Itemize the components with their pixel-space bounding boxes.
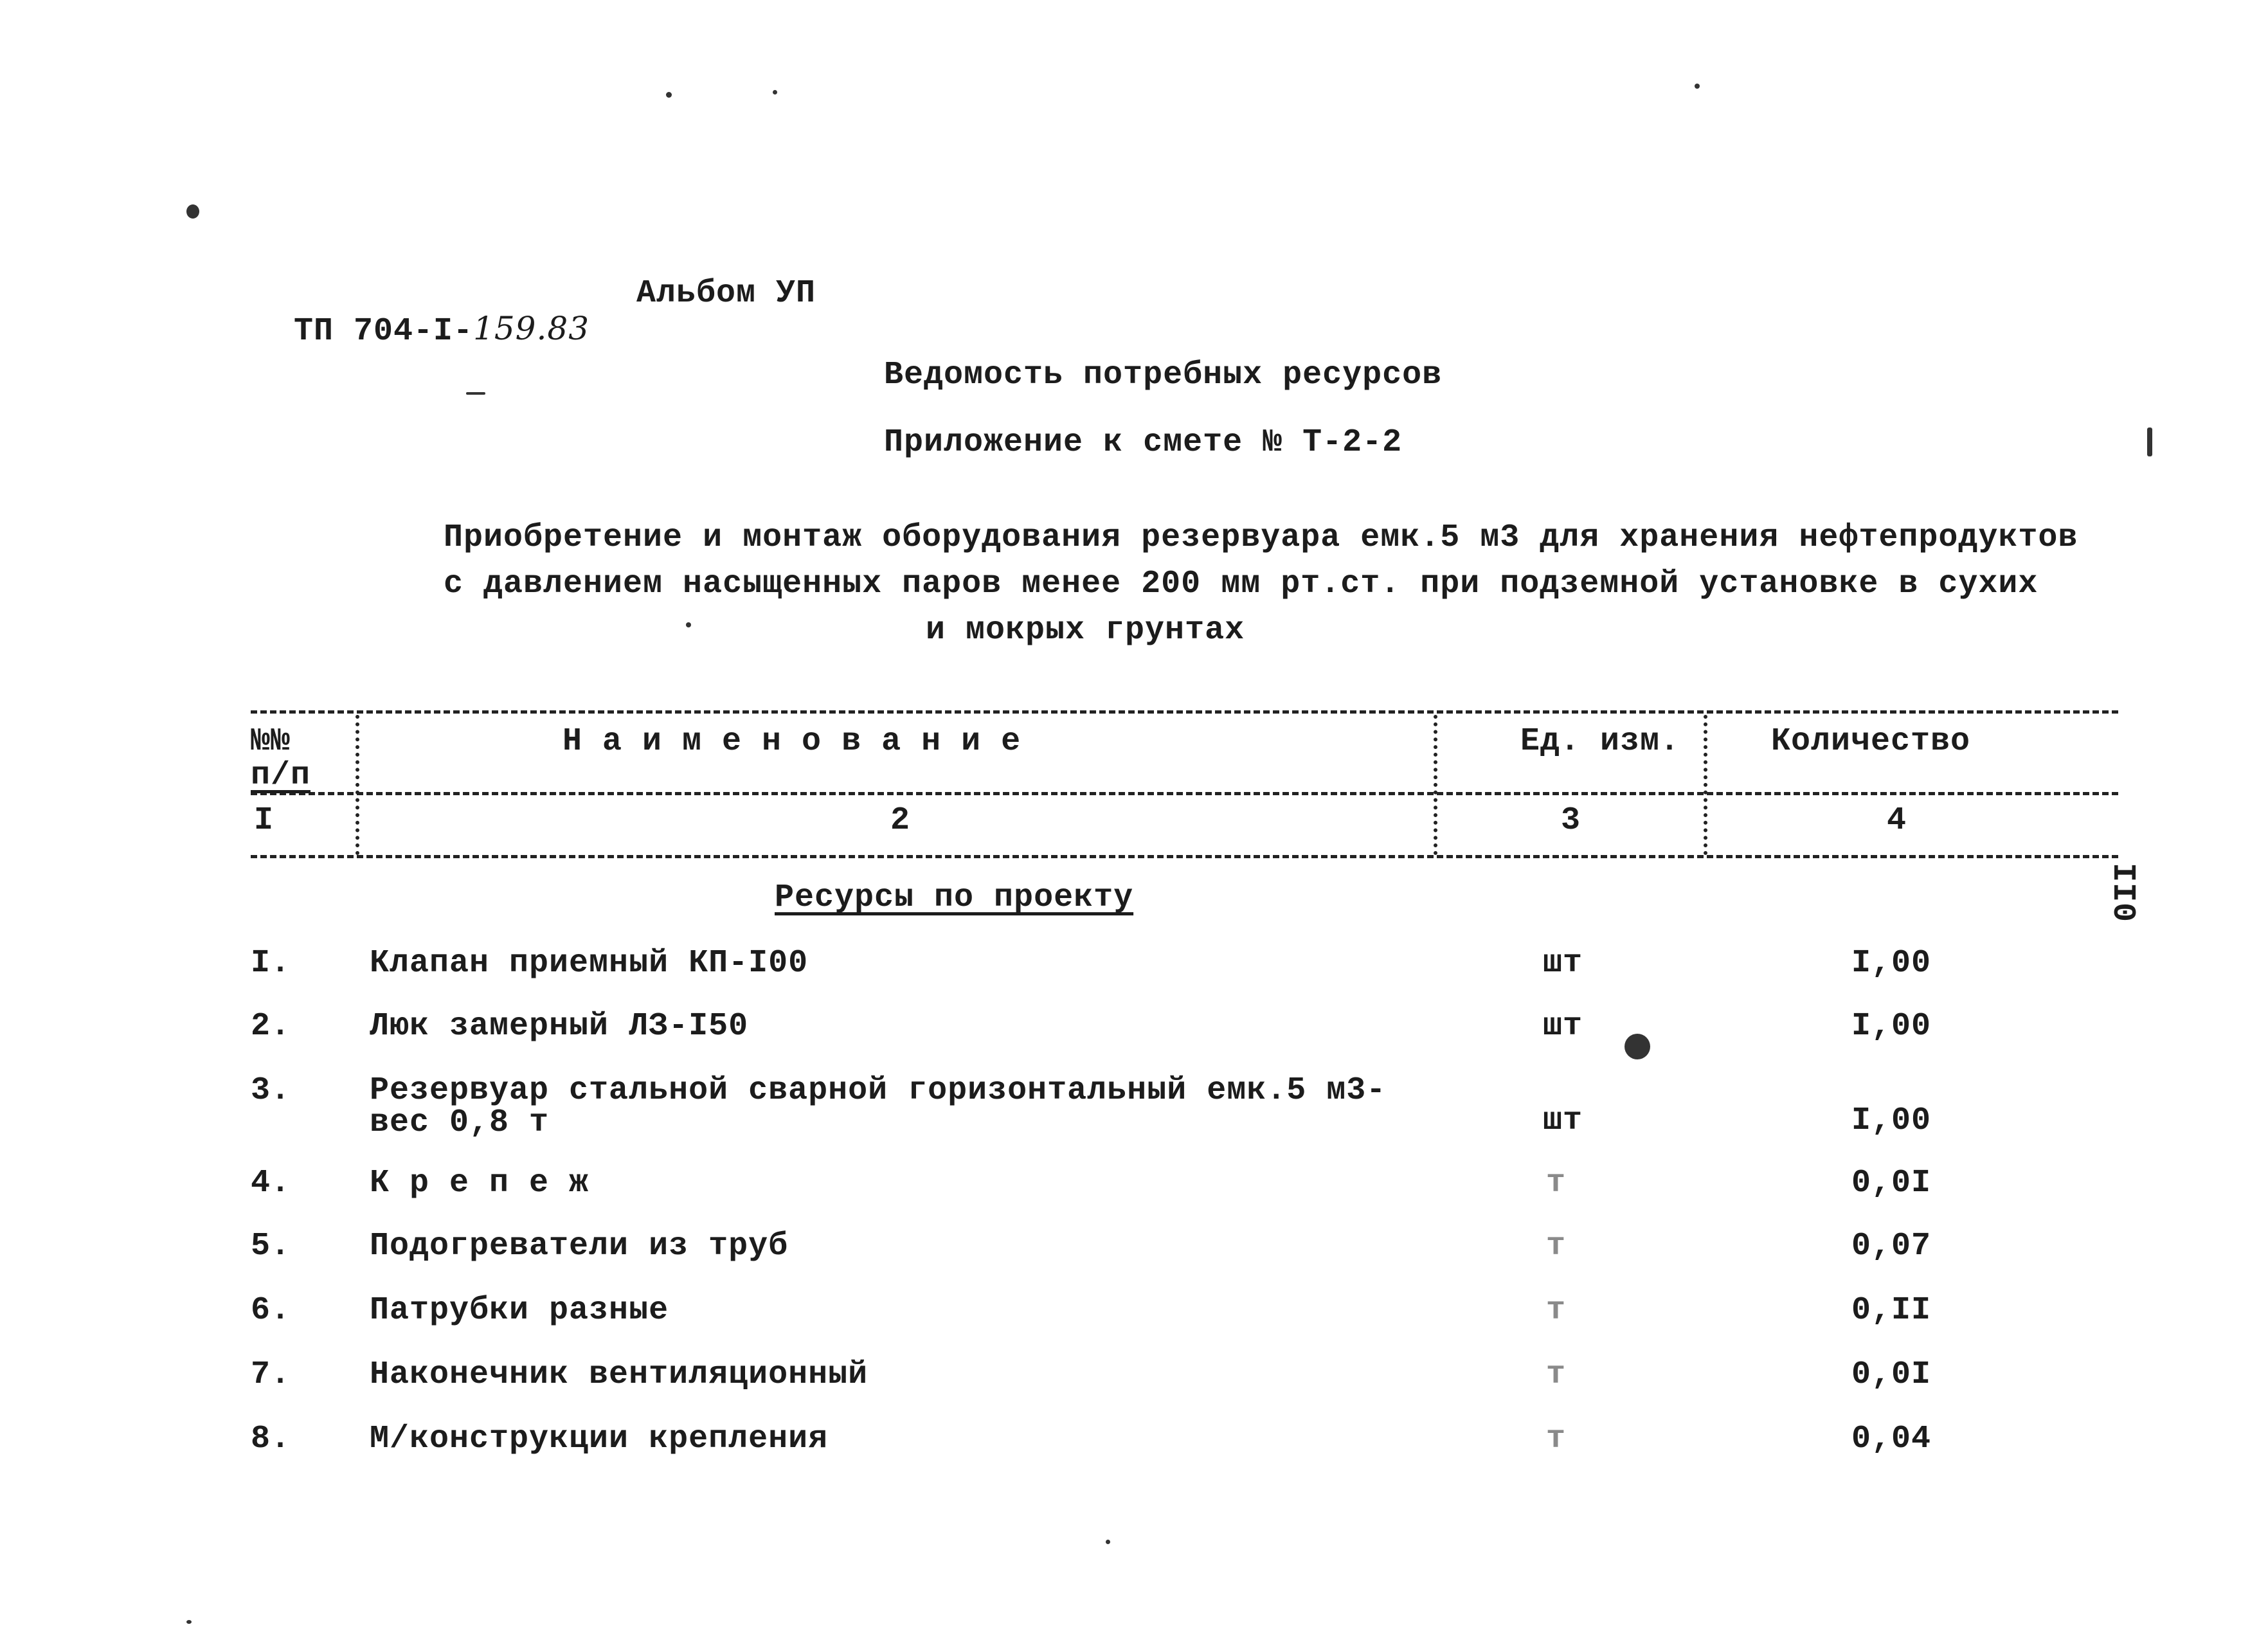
column-separator-1 xyxy=(356,715,359,855)
row-unit: шт xyxy=(1543,945,1583,982)
scan-speck xyxy=(666,92,672,98)
row-num: 5. xyxy=(251,1228,291,1264)
row-qty: 0,04 xyxy=(1851,1421,1932,1457)
row-unit: т xyxy=(1546,1356,1567,1393)
header-num-line2: п/п xyxy=(251,757,311,794)
page-number: II0 xyxy=(2104,862,2141,923)
row-num: I. xyxy=(251,945,291,982)
column-separator-2 xyxy=(1434,715,1437,855)
row-qty: 0,0I xyxy=(1851,1165,1932,1202)
row-num: 6. xyxy=(251,1292,291,1329)
description-line-1: Приобретение и монтаж оборудования резервуара емк.5 м3 для хранения нефтепродуктов xyxy=(444,519,2078,556)
project-code-prefix: ТП 704-I- xyxy=(294,313,474,350)
row-num: 2. xyxy=(251,1008,291,1045)
row-qty: I,00 xyxy=(1851,945,1932,982)
scan-speck xyxy=(466,392,485,395)
header-num-line1: №№ xyxy=(251,723,291,760)
project-code xyxy=(254,273,590,350)
column-separator-3 xyxy=(1704,715,1707,855)
row-name: М/конструкции крепления xyxy=(370,1421,829,1457)
scan-speck xyxy=(1106,1540,1110,1544)
row-num: 4. xyxy=(251,1165,291,1202)
row-name: Клапан приемный КП-I00 xyxy=(370,945,809,982)
row-unit: т xyxy=(1546,1165,1567,1202)
scan-speck xyxy=(186,204,199,219)
row-num: 7. xyxy=(251,1356,291,1393)
row-name: К р е п е ж xyxy=(370,1165,590,1202)
row-name: Подогреватели из труб xyxy=(370,1228,789,1264)
header-qty: Количество xyxy=(1771,723,1971,760)
scan-speck xyxy=(2147,428,2152,456)
header-name: Н а и м е н о в а н и е xyxy=(562,723,1022,760)
row-qty: I,00 xyxy=(1851,1008,1932,1045)
header-unit: Ед. изм. xyxy=(1520,723,1680,760)
row-qty: 0,0I xyxy=(1851,1356,1932,1393)
scan-speck xyxy=(773,90,777,94)
header-top-rule xyxy=(251,710,2118,714)
project-code-handwritten: 159.83 xyxy=(473,310,590,347)
row-unit: шт xyxy=(1543,1008,1583,1045)
column-number-4: 4 xyxy=(1887,802,1907,839)
row-unit: т xyxy=(1546,1228,1567,1264)
estimate-appendix-title: Приложение к смете № Т-2-2 xyxy=(884,424,1403,461)
scan-speck xyxy=(1695,84,1700,89)
document-title: Ведомость потребных ресурсов xyxy=(884,357,1443,393)
row-name-continued: вес 0,8 т xyxy=(370,1104,550,1141)
column-number-2: 2 xyxy=(890,802,911,839)
row-unit: шт xyxy=(1543,1102,1583,1139)
row-name: Патрубки разные xyxy=(370,1292,669,1329)
column-number-3: 3 xyxy=(1561,802,1581,839)
description-line-3: и мокрых грунтах xyxy=(926,612,1245,649)
row-qty: 0,II xyxy=(1851,1292,1932,1329)
row-unit: т xyxy=(1546,1292,1567,1329)
scan-speck xyxy=(186,1620,192,1624)
section-title: Ресурсы по проекту xyxy=(775,879,1134,916)
row-num: 3. xyxy=(251,1072,291,1109)
scan-speck xyxy=(1625,1034,1650,1059)
row-qty: 0,07 xyxy=(1851,1228,1932,1264)
row-name: Резервуар стальной сварной горизонтальный емк.5 м3- xyxy=(370,1072,1387,1109)
header-bottom-rule xyxy=(251,855,2118,858)
row-num: 8. xyxy=(251,1421,291,1457)
album-label: Альбом УП xyxy=(636,275,816,312)
column-number-1: I xyxy=(254,802,274,839)
row-name: Люк замерный ЛЗ-I50 xyxy=(370,1008,749,1045)
row-unit: т xyxy=(1546,1421,1567,1457)
row-qty: I,00 xyxy=(1851,1102,1932,1139)
row-name: Наконечник вентиляционный xyxy=(370,1356,869,1393)
header-middle-rule xyxy=(251,792,2118,795)
scan-speck xyxy=(686,622,691,627)
description-line-2: с давлением насыщенных паров менее 200 мм рт.ст. при подземной установке в сухих xyxy=(444,566,2039,602)
